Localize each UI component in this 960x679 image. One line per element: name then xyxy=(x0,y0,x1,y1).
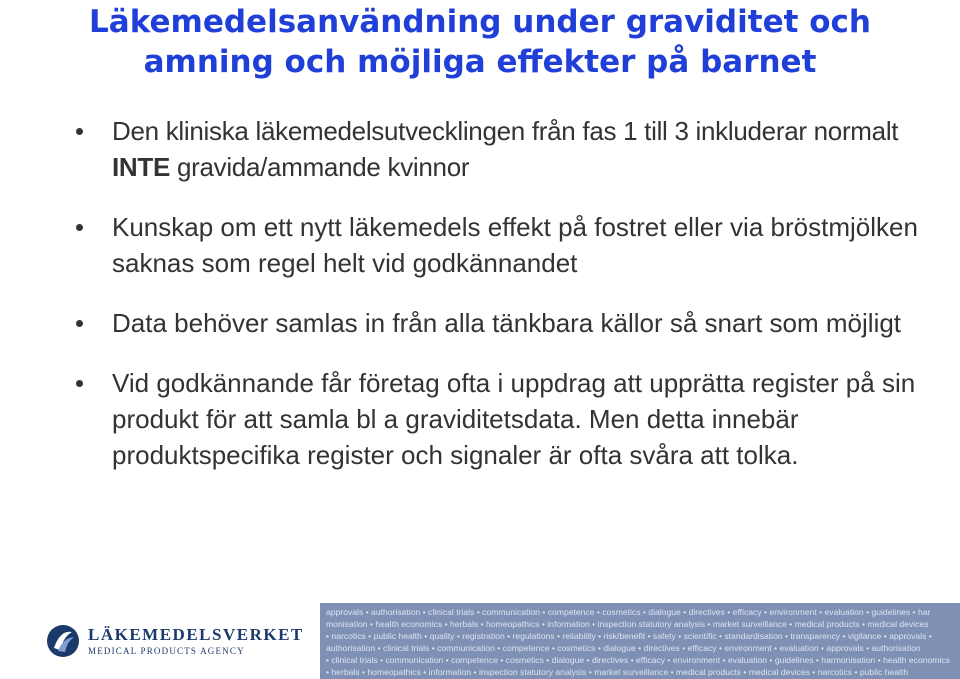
footer-keyword-line: • herbals • homeopathics • information • inspection statutory analysis • market surveillance • medical products • medical devices • narcotics • public health xyxy=(326,667,909,677)
bullet-item-1 xyxy=(70,113,940,185)
agency-subtitle: MEDICAL PRODUCTS AGENCY xyxy=(88,646,245,656)
bullet-1-emphasis: INTE xyxy=(112,152,171,182)
agency-logo xyxy=(0,603,320,679)
slide-title-line-2: amning och möjliga effekter på barnet xyxy=(143,44,817,80)
footer-keyword-line: approvals • authorisation • clinical trials • communication • competence • cosmetics • dialogue • directives • efficacy • environment • evaluation • guidelines • har xyxy=(326,607,931,617)
bullet-1-text-end: gravida/ammande kvinnor xyxy=(170,152,470,182)
footer-keyword-line: • clinical trials • communication • competence • cosmetics • dialogue • directives • efficacy • environment • evaluation • guidelines • harmonisation • health economics xyxy=(326,655,950,665)
footer-keywords xyxy=(326,606,956,678)
bullet-list xyxy=(70,113,940,497)
footer-keyword-line: authorisation • clinical trials • communication • competence • cosmetics • dialogue • directives • efficacy • environment • evaluation • approvals • authorisation xyxy=(326,643,921,653)
footer-keyword-line: monisation • health economics • herbals • homeopathics • information • inspection statutory analysis • market surveillance • medical products • medical devices xyxy=(326,619,929,629)
slide-title-line-1: Läkemedelsanvändning under graviditet och xyxy=(89,4,871,40)
bullet-item-2: Kunskap om ett nytt läkemedels effekt på fostret eller via bröstmjölken saknas som regel helt vid godkännandet xyxy=(70,209,940,281)
bullet-1-text-start: Den kliniska läkemedelsutvecklingen från fas 1 till 3 inkluderar normalt xyxy=(112,116,899,146)
footer-keyword-line: • narcotics • public health • quality • registration • regulations • reliability • risk/benefit • safety • scientific • standardisation • transparency • vigilance • approvals • xyxy=(326,631,932,641)
slide-title xyxy=(0,2,960,82)
agency-logo-icon xyxy=(46,624,80,658)
bullet-item-3: Data behöver samlas in från alla tänkbara källor så snart som möjligt xyxy=(70,305,940,341)
footer-band xyxy=(0,603,960,679)
agency-name: LÄKEMEDELSVERKET xyxy=(88,625,304,644)
bullet-item-4: Vid godkännande får företag ofta i uppdrag att upprätta register på sin produkt för att samla bl a graviditetsdata. Men detta innebär produktspecifika register och signaler är ofta svåra att tolka. xyxy=(70,365,940,473)
